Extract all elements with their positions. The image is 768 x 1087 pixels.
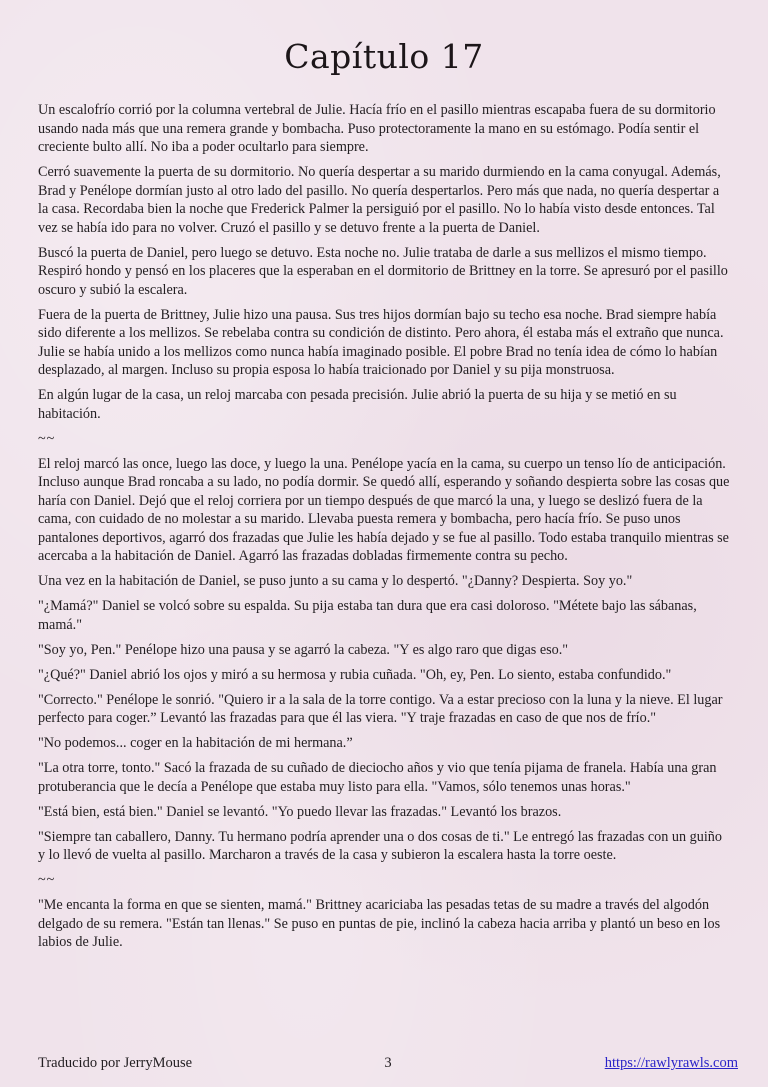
section-separator: ~~	[38, 430, 56, 447]
paragraph: Fuera de la puerta de Brittney, Julie hizo una pausa. Sus tres hijos dormían bajo su techo esa noche. Brad siempre había sido diferente a los mellizos. Se rebelaba contra su condición de distinto. Pero ahora, él estaba más el extraño que nunca. Julie se había unido a los mellizos como nunca había imaginado posible. El pobre Brad no tenía idea de cómo lo habían desplazado, al margen. Incluso su propia esposa lo había traicionado por Daniel y su pija monstruosa.	[38, 306, 724, 378]
paragraph: "La otra torre, tonto." Sacó la frazada de su cuñado de dieciocho años y vio que tenía pijama de franela. Había una gran protuberancia que le decía a Penélope que estaba muy listo para ella. "Vamos, sólo tenemos unas horas."	[38, 760, 717, 795]
paragraph: "Me encanta la forma en que se sienten, mamá." Brittney acariciaba las pesadas tetas de su madre a través del algodón delgado de su remera. "Están tan llenas." Se puso en puntas de pie, inclinó la cabeza hacia arriba y plantó un beso en los labios de Julie.	[38, 897, 721, 950]
section-separator: ~~	[38, 872, 56, 888]
page-number: 3	[384, 1055, 392, 1071]
paragraph: "Correcto." Penélope le sonrió. "Quiero ir a la sala de la torre contigo. Va a estar precioso con la luna y la nieve. El lugar perfecto para coger.” Levantó las frazadas para que él las viera. "Y traje frazadas en caso de que nos de frío."	[38, 691, 723, 726]
paragraph: Un escalofrío corrió por la columna vertebral de Julie. Hacía frío en el pasillo mientras escapaba fuera de su dormitorio usando nada más que una remera grande y bombacha. Puso protectoramente la mano en su estómago. Podía sentir el creciente bulto allí. No iba a poder ocultarlo para siempre.	[38, 102, 716, 155]
paragraph: "¿Mamá?" Daniel se volcó sobre su espalda. Su pija estaba tan dura que era casi doloroso. "Métete bajo las sábanas, mamá."	[38, 598, 697, 633]
paragraph: Una vez en la habitación de Daniel, se puso junto a su cama y lo despertó. "¿Danny? Despierta. Soy yo."	[38, 573, 633, 589]
site-link[interactable]: https://rawlyrawls.com	[604, 1055, 738, 1071]
chapter-body	[38, 101, 730, 952]
page-footer	[38, 1055, 738, 1072]
paragraph: "Soy yo, Pen." Penélope hizo una pausa y se agarró la cabeza. "Y es algo raro que digas eso."	[38, 641, 569, 658]
paragraph: "No podemos... coger en la habitación de mi hermana.”	[38, 735, 353, 751]
paragraph: El reloj marcó las once, luego las doce, y luego la una. Penélope yacía en la cama, su cuerpo un tenso lío de anticipación. Incluso aunque Brad roncaba a su lado, no podía dormir. Se quedó allí, esperando y soñando despierta sobre las cosas que haría con Daniel. Dejó que el reloj corriera por un tiempo después de que marcó la una, y luego se deslizó fuera de la cama, con cuidado de no molestar a su marido. Llevaba puesta remera y bombacha, pero hacía frío. Se puso unos pantalones deportivos, agarró dos frazadas que Julie les había dejado y se fue al pasillo. Todo estaba tranquilo mientras se acercaba a la habitación de Daniel. Agarró las frazadas dobladas firmemente contra su pecho.	[38, 455, 730, 564]
paragraph: Cerró suavemente la puerta de su dormitorio. No quería despertar a su marido durmiendo en la cama conyugal. Además, Brad y Penélope dormían justo al otro lado del pasillo. No quería despertarlos. Pero más que nada, no quería despertar a la casa. Recordaba bien la noche que Frederick Palmer la persiguió por el pasillo. No lo había visto desde entonces. Tal vez se había ido para no volver. Cruzó el pasillo y se detuvo frente a la puerta de Daniel.	[38, 164, 721, 236]
chapter-title: Capítulo 17	[284, 37, 484, 76]
paragraph: Buscó la puerta de Daniel, pero luego se detuvo. Esta noche no. Julie trataba de darle a sus mellizos el mismo tiempo. Respiró hondo y pensó en los placeres que la esperaban en el dormitorio de Brittney en la torre. Se apresuró por el pasillo oscuro y subió la escalera.	[38, 244, 728, 298]
translator-credit: Traducido por JerryMouse	[38, 1055, 193, 1071]
paragraph: "¿Qué?" Daniel abrió los ojos y miró a su hermosa y rubia cuñada. "Oh, ey, Pen. Lo siento, estaba confundido."	[38, 666, 672, 683]
paragraph: "Está bien, está bien." Daniel se levantó. "Yo puedo llevar las frazadas." Levantó los brazos.	[38, 803, 562, 820]
paragraph: En algún lugar de la casa, un reloj marcaba con pesada precisión. Julie abrió la puerta de su hija y se metió en su habitación.	[38, 387, 677, 422]
paragraph: "Siempre tan caballero, Danny. Tu hermano podría aprender una o dos cosas de ti." Le entregó las frazadas con un guiño y lo llevó de vuelta al pasillo. Marcharon a través de la casa y subieron la escalera hasta la torre oeste.	[38, 828, 722, 863]
